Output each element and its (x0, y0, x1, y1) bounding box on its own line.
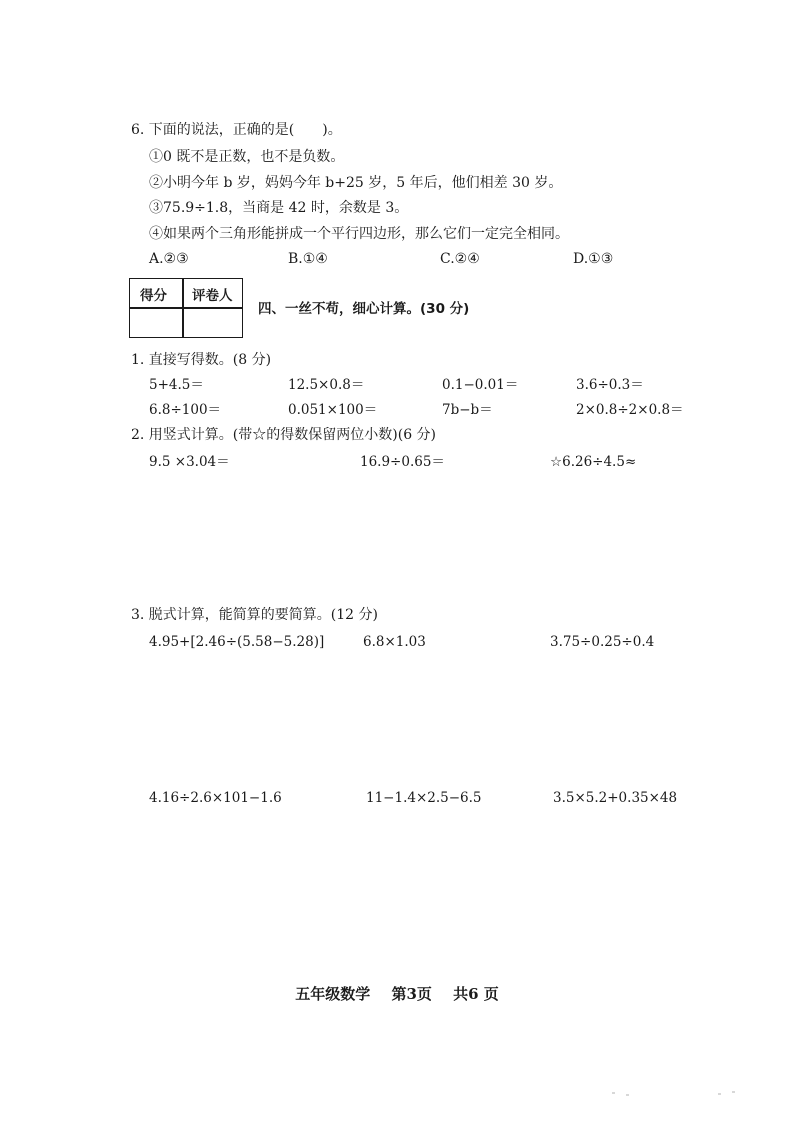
p3-item: 4.16÷2.6×101−1.6 (149, 790, 282, 806)
q6-option-b: B.①④ (288, 251, 328, 267)
section-4-title: 四、一丝不苟，细心计算。(30 分) (258, 301, 470, 317)
p1-item: 5+4.5＝ (149, 377, 204, 393)
p3-item: 3.75÷0.25÷0.4 (550, 634, 655, 650)
score-box (129, 278, 243, 338)
p1-item: 0.1−0.01＝ (442, 377, 519, 393)
q6-statement-3: ③75.9÷1.8，当商是 42 时，余数是 3。 (149, 200, 409, 216)
p1-item: 2×0.8÷2×0.8＝ (576, 402, 684, 418)
part-1-title: 1. 直接写得数。(8 分) (131, 352, 272, 368)
p1-item: 0.051×100＝ (288, 402, 378, 418)
scan-speck (732, 1091, 735, 1093)
p2-item: ☆6.26÷4.5≈ (550, 454, 637, 470)
p1-item: 3.6÷0.3＝ (576, 377, 644, 393)
p3-item: 3.5×5.2+0.35×48 (553, 790, 678, 806)
scan-speck (718, 1093, 721, 1095)
q6-option-c: C.②④ (440, 251, 480, 267)
p3-item: 6.8×1.03 (363, 634, 426, 650)
part-2-title: 2. 用竖式计算。(带☆的得数保留两位小数)(6 分) (131, 427, 437, 443)
q6-statement-4: ④如果两个三角形能拼成一个平行四边形，那么它们一定完全相同。 (149, 226, 569, 242)
p1-item: 6.8÷100＝ (149, 402, 222, 418)
scan-speck (626, 1094, 629, 1096)
p1-item: 12.5×0.8＝ (288, 377, 365, 393)
p2-item: 16.9÷0.65＝ (360, 454, 445, 470)
q6-option-d: D.①③ (573, 251, 614, 267)
part-3-title: 3. 脱式计算，能简算的要简算。(12 分) (131, 607, 378, 623)
footer-total-pages: 共6 页 (453, 985, 499, 1003)
p2-item: 9.5 ×3.04＝ (149, 454, 230, 470)
p3-item: 11−1.4×2.5−6.5 (366, 790, 482, 806)
p1-item: 7b−b＝ (442, 402, 493, 418)
q6-stem: 6. 下面的说法，正确的是( )。 (131, 122, 342, 138)
scan-speck (612, 1092, 615, 1094)
q6-option-a: A.②③ (149, 251, 189, 267)
grader-label: 评卷人 (192, 288, 233, 304)
footer-page-number: 第3页 (391, 985, 432, 1003)
q6-statement-2: ②小明今年 b 岁，妈妈今年 b+25 岁，5 年后，他们相差 30 岁。 (149, 175, 563, 191)
q6-statement-1: ①0 既不是正数，也不是负数。 (149, 149, 345, 165)
score-label: 得分 (140, 288, 167, 304)
p3-item: 4.95+[2.46÷(5.58−5.28)] (149, 634, 325, 650)
footer-subject: 五年级数学 (295, 985, 371, 1003)
score-box-row-divider (130, 307, 242, 309)
page-footer (0, 983, 794, 1004)
